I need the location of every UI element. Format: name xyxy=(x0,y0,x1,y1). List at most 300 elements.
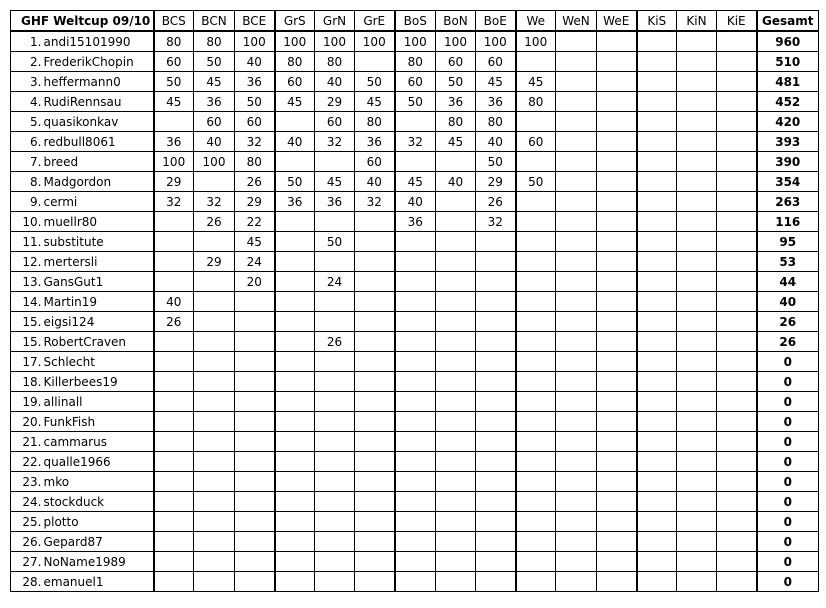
score-cell xyxy=(315,472,355,492)
score-cell: 40 xyxy=(395,192,436,212)
score-cell xyxy=(677,292,717,312)
column-header-bcn: BCN xyxy=(194,11,235,32)
rank-cell: 27. xyxy=(11,552,43,572)
score-cell xyxy=(395,412,436,432)
column-header-kin: KiN xyxy=(677,11,717,32)
score-cell xyxy=(556,92,597,112)
score-cell xyxy=(275,212,315,232)
score-cell xyxy=(597,292,637,312)
score-cell xyxy=(516,292,556,312)
total-cell: 95 xyxy=(757,232,819,252)
score-cell: 40 xyxy=(355,172,395,192)
score-cell xyxy=(556,492,597,512)
score-cell xyxy=(717,472,757,492)
score-cell xyxy=(395,352,436,372)
score-cell xyxy=(637,112,677,132)
score-cell: 40 xyxy=(315,72,355,92)
score-cell xyxy=(597,192,637,212)
score-cell xyxy=(637,432,677,452)
score-cell xyxy=(355,452,395,472)
score-cell xyxy=(677,452,717,472)
score-cell xyxy=(677,512,717,532)
table-row xyxy=(11,72,819,92)
score-cell xyxy=(516,152,556,172)
score-cell xyxy=(315,292,355,312)
rank-cell: 5. xyxy=(11,112,43,132)
score-cell xyxy=(235,492,275,512)
score-cell: 60 xyxy=(436,52,476,72)
score-cell: 60 xyxy=(355,152,395,172)
score-cell xyxy=(516,212,556,232)
score-cell xyxy=(597,172,637,192)
score-cell xyxy=(194,452,235,472)
score-cell: 26 xyxy=(154,312,194,332)
score-cell: 26 xyxy=(315,332,355,352)
score-cell xyxy=(154,532,194,552)
score-cell: 60 xyxy=(235,112,275,132)
rank-cell: 3. xyxy=(11,72,43,92)
score-cell xyxy=(637,392,677,412)
player-name-cell: cammarus xyxy=(43,432,154,452)
score-cell xyxy=(275,272,315,292)
score-cell xyxy=(436,352,476,372)
score-cell xyxy=(516,432,556,452)
table-row xyxy=(11,232,819,252)
score-cell xyxy=(395,472,436,492)
score-cell: 100 xyxy=(355,31,395,52)
score-cell xyxy=(516,452,556,472)
total-cell: 452 xyxy=(757,92,819,112)
score-cell xyxy=(275,452,315,472)
score-cell xyxy=(597,312,637,332)
score-cell xyxy=(194,472,235,492)
score-cell xyxy=(355,312,395,332)
column-header-bce: BCE xyxy=(235,11,275,32)
total-cell: 960 xyxy=(757,31,819,52)
score-cell: 80 xyxy=(436,112,476,132)
score-cell xyxy=(556,332,597,352)
score-cell xyxy=(395,152,436,172)
score-cell xyxy=(677,492,717,512)
score-cell xyxy=(395,112,436,132)
score-cell xyxy=(436,312,476,332)
score-cell: 32 xyxy=(355,192,395,212)
score-cell xyxy=(556,412,597,432)
score-cell xyxy=(556,452,597,472)
column-header-bon: BoN xyxy=(436,11,476,32)
score-cell xyxy=(315,492,355,512)
score-cell xyxy=(436,472,476,492)
score-cell xyxy=(154,432,194,452)
table-row xyxy=(11,392,819,412)
score-cell: 40 xyxy=(275,132,315,152)
score-cell xyxy=(637,272,677,292)
player-name-cell: muellr80 xyxy=(43,212,154,232)
score-cell xyxy=(597,52,637,72)
player-name-cell: RobertCraven xyxy=(43,332,154,352)
score-cell xyxy=(194,352,235,372)
score-cell xyxy=(717,572,757,592)
rank-cell: 11. xyxy=(11,232,43,252)
score-cell xyxy=(235,312,275,332)
score-cell: 40 xyxy=(194,132,235,152)
score-cell xyxy=(717,272,757,292)
score-cell xyxy=(315,512,355,532)
score-cell: 32 xyxy=(395,132,436,152)
score-cell xyxy=(556,372,597,392)
score-cell xyxy=(476,412,516,432)
score-cell xyxy=(395,372,436,392)
score-cell xyxy=(717,92,757,112)
score-cell xyxy=(275,372,315,392)
score-cell: 40 xyxy=(476,132,516,152)
score-cell xyxy=(436,412,476,432)
score-cell xyxy=(436,452,476,472)
score-cell: 50 xyxy=(275,172,315,192)
score-cell: 50 xyxy=(194,52,235,72)
score-cell: 80 xyxy=(476,112,516,132)
score-cell xyxy=(476,512,516,532)
score-cell xyxy=(556,132,597,152)
score-cell xyxy=(717,252,757,272)
score-cell xyxy=(556,212,597,232)
score-cell xyxy=(395,492,436,512)
score-cell xyxy=(315,432,355,452)
score-cell xyxy=(355,212,395,232)
score-cell: 36 xyxy=(436,92,476,112)
score-cell xyxy=(516,312,556,332)
column-header-bcs: BCS xyxy=(154,11,194,32)
player-name-cell: redbull8061 xyxy=(43,132,154,152)
table-row xyxy=(11,312,819,332)
score-cell xyxy=(355,292,395,312)
score-cell xyxy=(235,532,275,552)
total-cell: 0 xyxy=(757,452,819,472)
score-cell: 36 xyxy=(194,92,235,112)
score-cell xyxy=(516,332,556,352)
score-cell xyxy=(275,472,315,492)
score-cell xyxy=(235,372,275,392)
score-cell xyxy=(556,52,597,72)
player-name-cell: mko xyxy=(43,472,154,492)
score-cell xyxy=(476,372,516,392)
score-cell: 40 xyxy=(154,292,194,312)
score-cell xyxy=(597,452,637,472)
score-cell xyxy=(154,492,194,512)
score-cell xyxy=(436,212,476,232)
score-cell xyxy=(154,352,194,372)
table-row xyxy=(11,372,819,392)
score-cell: 45 xyxy=(516,72,556,92)
score-cell: 100 xyxy=(476,31,516,52)
total-cell: 0 xyxy=(757,412,819,432)
score-cell xyxy=(355,572,395,592)
score-cell xyxy=(597,372,637,392)
rank-cell: 22. xyxy=(11,452,43,472)
score-cell xyxy=(677,252,717,272)
score-cell: 45 xyxy=(235,232,275,252)
score-cell xyxy=(275,152,315,172)
total-cell: 0 xyxy=(757,372,819,392)
score-cell xyxy=(194,412,235,432)
score-cell: 50 xyxy=(476,152,516,172)
total-cell: 354 xyxy=(757,172,819,192)
score-cell xyxy=(194,432,235,452)
score-cell: 45 xyxy=(194,72,235,92)
score-cell xyxy=(717,532,757,552)
score-cell xyxy=(597,112,637,132)
score-cell xyxy=(275,492,315,512)
score-cell xyxy=(436,432,476,452)
score-cell xyxy=(597,72,637,92)
column-header-total: Gesamt xyxy=(757,11,819,32)
column-header-gre: GrE xyxy=(355,11,395,32)
score-cell xyxy=(436,372,476,392)
score-cell: 29 xyxy=(315,92,355,112)
score-cell xyxy=(597,92,637,112)
total-cell: 0 xyxy=(757,532,819,552)
score-cell xyxy=(395,392,436,412)
score-cell xyxy=(556,292,597,312)
score-cell xyxy=(154,212,194,232)
score-cell xyxy=(154,512,194,532)
table-row xyxy=(11,192,819,212)
score-cell xyxy=(476,432,516,452)
score-cell xyxy=(637,92,677,112)
score-cell xyxy=(516,412,556,432)
score-cell xyxy=(637,72,677,92)
score-cell xyxy=(355,52,395,72)
score-cell xyxy=(637,352,677,372)
score-cell: 45 xyxy=(476,72,516,92)
table-row xyxy=(11,452,819,472)
score-cell xyxy=(717,412,757,432)
score-cell xyxy=(395,552,436,572)
score-cell xyxy=(717,192,757,212)
column-header-wee: WeE xyxy=(597,11,637,32)
score-cell xyxy=(637,172,677,192)
score-cell xyxy=(556,252,597,272)
score-cell xyxy=(436,552,476,572)
score-cell xyxy=(436,572,476,592)
score-cell xyxy=(677,52,717,72)
rank-cell: 6. xyxy=(11,132,43,152)
score-cell xyxy=(677,172,717,192)
score-cell: 100 xyxy=(154,152,194,172)
score-cell xyxy=(315,532,355,552)
score-cell xyxy=(315,572,355,592)
score-cell xyxy=(355,252,395,272)
score-cell xyxy=(275,392,315,412)
score-cell xyxy=(717,312,757,332)
player-name-cell: plotto xyxy=(43,512,154,532)
score-cell xyxy=(154,412,194,432)
rank-cell: 17. xyxy=(11,352,43,372)
score-cell xyxy=(556,392,597,412)
table-row xyxy=(11,252,819,272)
score-cell: 45 xyxy=(436,132,476,152)
score-cell xyxy=(476,292,516,312)
total-cell: 510 xyxy=(757,52,819,72)
score-cell xyxy=(717,352,757,372)
table-row xyxy=(11,432,819,452)
table-row xyxy=(11,132,819,152)
score-cell: 60 xyxy=(395,72,436,92)
score-cell xyxy=(476,452,516,472)
rank-cell: 26. xyxy=(11,532,43,552)
score-cell xyxy=(476,492,516,512)
score-cell xyxy=(235,572,275,592)
score-cell: 100 xyxy=(315,31,355,52)
table-row xyxy=(11,412,819,432)
score-cell: 32 xyxy=(315,132,355,152)
score-cell xyxy=(717,332,757,352)
score-cell: 29 xyxy=(476,172,516,192)
score-cell xyxy=(516,532,556,552)
score-cell: 50 xyxy=(154,72,194,92)
score-cell xyxy=(677,332,717,352)
score-cell xyxy=(436,512,476,532)
score-cell xyxy=(315,352,355,372)
player-name-cell: substitute xyxy=(43,232,154,252)
score-cell: 80 xyxy=(154,31,194,52)
score-cell xyxy=(677,112,717,132)
score-cell xyxy=(235,352,275,372)
score-cell xyxy=(717,112,757,132)
total-cell: 393 xyxy=(757,132,819,152)
score-cell xyxy=(556,572,597,592)
score-cell xyxy=(315,372,355,392)
score-cell xyxy=(395,572,436,592)
standings-table xyxy=(10,10,819,592)
score-cell: 100 xyxy=(275,31,315,52)
score-cell xyxy=(637,512,677,532)
score-cell xyxy=(556,352,597,372)
score-cell: 100 xyxy=(235,31,275,52)
total-cell: 390 xyxy=(757,152,819,172)
score-cell xyxy=(556,112,597,132)
score-cell xyxy=(275,312,315,332)
score-cell xyxy=(476,352,516,372)
score-cell xyxy=(597,272,637,292)
total-cell: 0 xyxy=(757,512,819,532)
player-name-cell: Martin19 xyxy=(43,292,154,312)
score-cell: 26 xyxy=(235,172,275,192)
score-cell xyxy=(637,312,677,332)
score-cell xyxy=(637,212,677,232)
score-cell xyxy=(677,432,717,452)
score-cell xyxy=(556,272,597,292)
score-cell: 80 xyxy=(516,92,556,112)
score-cell xyxy=(717,392,757,412)
score-cell: 60 xyxy=(154,52,194,72)
total-cell: 44 xyxy=(757,272,819,292)
score-cell: 60 xyxy=(516,132,556,152)
table-title: GHF Weltcup 09/10 xyxy=(11,11,154,32)
score-cell xyxy=(556,472,597,492)
total-cell: 0 xyxy=(757,552,819,572)
rank-cell: 1. xyxy=(11,31,43,52)
score-cell xyxy=(395,292,436,312)
score-cell: 26 xyxy=(194,212,235,232)
score-cell xyxy=(516,232,556,252)
score-cell xyxy=(315,212,355,232)
score-cell xyxy=(194,492,235,512)
player-name-cell: emanuel1 xyxy=(43,572,154,592)
score-cell: 24 xyxy=(315,272,355,292)
score-cell xyxy=(355,532,395,552)
score-cell xyxy=(516,372,556,392)
score-cell xyxy=(154,112,194,132)
rank-cell: 21. xyxy=(11,432,43,452)
score-cell xyxy=(154,552,194,572)
score-cell xyxy=(154,572,194,592)
score-cell xyxy=(436,492,476,512)
score-cell xyxy=(516,572,556,592)
score-cell xyxy=(717,72,757,92)
score-cell xyxy=(235,512,275,532)
score-cell: 36 xyxy=(315,192,355,212)
table-row xyxy=(11,572,819,592)
table-row xyxy=(11,112,819,132)
score-cell xyxy=(275,112,315,132)
score-cell xyxy=(395,232,436,252)
score-cell xyxy=(436,232,476,252)
score-cell: 29 xyxy=(194,252,235,272)
column-header-grs: GrS xyxy=(275,11,315,32)
score-cell: 60 xyxy=(194,112,235,132)
score-cell xyxy=(235,332,275,352)
score-cell xyxy=(194,552,235,572)
score-cell xyxy=(355,472,395,492)
score-cell xyxy=(355,392,395,412)
score-cell xyxy=(154,252,194,272)
score-cell xyxy=(395,512,436,532)
score-cell xyxy=(235,412,275,432)
score-cell xyxy=(315,412,355,432)
score-cell xyxy=(556,432,597,452)
score-cell xyxy=(436,292,476,312)
score-cell xyxy=(597,132,637,152)
score-cell xyxy=(275,412,315,432)
score-cell xyxy=(597,432,637,452)
table-row xyxy=(11,292,819,312)
player-name-cell: breed xyxy=(43,152,154,172)
score-cell xyxy=(556,232,597,252)
score-cell xyxy=(556,31,597,52)
score-cell: 36 xyxy=(476,92,516,112)
player-name-cell: FunkFish xyxy=(43,412,154,432)
score-cell xyxy=(597,232,637,252)
score-cell: 80 xyxy=(315,52,355,72)
score-cell xyxy=(637,31,677,52)
score-cell xyxy=(315,152,355,172)
score-cell: 36 xyxy=(275,192,315,212)
score-cell xyxy=(597,572,637,592)
player-name-cell: mertersli xyxy=(43,252,154,272)
score-cell xyxy=(556,552,597,572)
score-cell: 45 xyxy=(315,172,355,192)
score-cell xyxy=(194,572,235,592)
score-cell xyxy=(717,172,757,192)
score-cell: 24 xyxy=(235,252,275,272)
score-cell xyxy=(677,532,717,552)
score-cell xyxy=(556,172,597,192)
score-cell xyxy=(194,392,235,412)
rank-cell: 15. xyxy=(11,312,43,332)
score-cell xyxy=(597,332,637,352)
score-cell xyxy=(275,292,315,312)
